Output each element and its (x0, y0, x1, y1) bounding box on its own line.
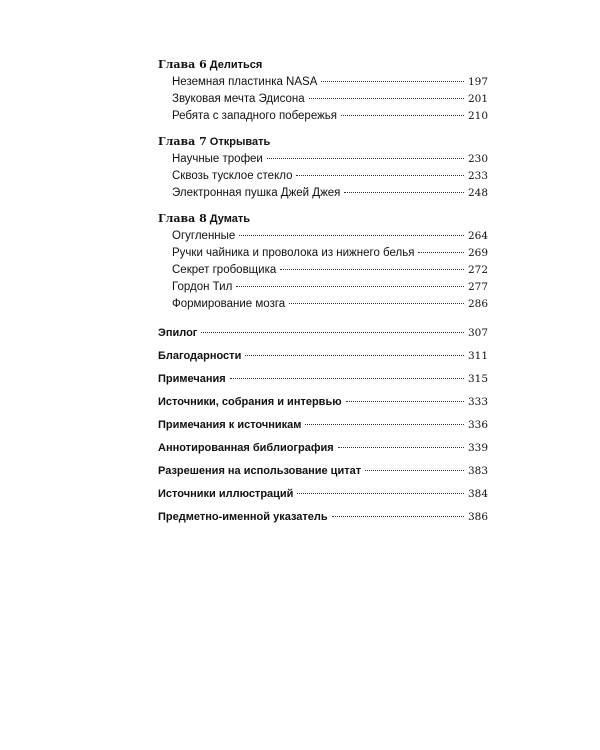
toc-entry-title: Эпилог (158, 327, 198, 339)
toc-entry-title: Сквозь тусклое стекло (172, 170, 293, 182)
toc-entry[interactable] (158, 245, 488, 262)
toc-entry-page: 277 (467, 281, 488, 293)
chapter-title: Открывать (209, 136, 271, 148)
toc-entry-title: Благодарности (158, 350, 242, 362)
toc-entry-title: Звуковая мечта Эдисона (172, 93, 305, 105)
toc-entry-page: 264 (467, 230, 488, 242)
leader-dots (341, 115, 464, 116)
toc-entry-source-notes[interactable] (158, 414, 488, 437)
toc-entry-title: Примечания (158, 373, 226, 385)
leader-dots (296, 175, 463, 176)
leader-dots (230, 378, 464, 379)
toc-entry-notes[interactable] (158, 368, 488, 391)
chapter-7 (158, 134, 488, 202)
chapter-heading (158, 211, 488, 226)
toc-entry-title: Ручки чайника и проволока из нижнего белья (172, 247, 415, 259)
leader-dots (236, 286, 464, 287)
toc-entry-title: Аннотированная библиография (158, 442, 334, 454)
toc-entry-page: 210 (467, 110, 488, 122)
toc-entry-page: 315 (467, 373, 488, 385)
leader-dots (305, 424, 464, 425)
toc-entry-page: 269 (467, 247, 488, 259)
back-matter (158, 322, 488, 529)
toc-entry-epilogue[interactable] (158, 322, 488, 345)
chapter-heading (158, 134, 488, 149)
toc-entry[interactable] (158, 74, 488, 91)
toc-entry-title: Гордон Тил (172, 281, 233, 293)
leader-dots (245, 355, 464, 356)
toc-entry-title: Предметно-именной указатель (158, 511, 328, 523)
toc-entry[interactable] (158, 279, 488, 296)
leader-dots (289, 303, 464, 304)
chapter-title: Думать (209, 213, 250, 225)
toc-entry-page: 386 (467, 511, 488, 523)
toc-entry-title: Источники иллюстраций (158, 488, 294, 500)
chapter-6 (158, 57, 488, 125)
toc-entry-page: 384 (467, 488, 488, 500)
table-of-contents (158, 57, 488, 529)
toc-entry-sources[interactable] (158, 391, 488, 414)
toc-entry[interactable] (158, 296, 488, 313)
toc-entry-page: 307 (467, 327, 488, 339)
leader-dots (365, 470, 464, 471)
toc-entry[interactable] (158, 185, 488, 202)
toc-entry-title: Примечания к источникам (158, 419, 302, 431)
toc-entry-page: 383 (467, 465, 488, 477)
toc-entry-page: 230 (467, 153, 488, 165)
toc-entry[interactable] (158, 168, 488, 185)
toc-entry-title: Неземная пластинка NASA (172, 76, 318, 88)
toc-entry-page: 339 (467, 442, 488, 454)
toc-entry-title: Ребята с западного побережья (172, 110, 337, 122)
leader-dots (201, 332, 464, 333)
toc-entry[interactable] (158, 151, 488, 168)
toc-entry-page: 201 (467, 93, 488, 105)
leader-dots (321, 81, 464, 82)
leader-dots (332, 516, 464, 517)
toc-entry-page: 272 (467, 264, 488, 276)
toc-entry[interactable] (158, 91, 488, 108)
chapter-title: Делиться (209, 59, 263, 71)
toc-entry-bibliography[interactable] (158, 437, 488, 460)
toc-entry[interactable] (158, 228, 488, 245)
toc-entry-page: 336 (467, 419, 488, 431)
leader-dots (267, 158, 464, 159)
toc-entry-acknowledgements[interactable] (158, 345, 488, 368)
toc-entry-permissions[interactable] (158, 460, 488, 483)
leader-dots (344, 192, 464, 193)
toc-entry-title: Секрет гробовщика (172, 264, 277, 276)
chapter-label: Глава 8 (158, 212, 207, 225)
leader-dots (346, 401, 464, 402)
toc-entry-page: 286 (467, 298, 488, 310)
toc-entry-page: 333 (467, 396, 488, 408)
toc-entry-page: 197 (467, 76, 488, 88)
toc-entry-page: 248 (467, 187, 488, 199)
toc-entry-title: Формирование мозга (172, 298, 286, 310)
leader-dots (239, 235, 464, 236)
toc-entry-title: Огугленные (172, 230, 236, 242)
toc-entry[interactable] (158, 262, 488, 279)
toc-entry-page: 311 (467, 350, 488, 362)
leader-dots (418, 252, 464, 253)
toc-entry-page: 233 (467, 170, 488, 182)
toc-entry-title: Научные трофеи (172, 153, 263, 165)
chapter-8 (158, 211, 488, 313)
leader-dots (338, 447, 464, 448)
toc-entry-title: Источники, собрания и интервью (158, 396, 342, 408)
leader-dots (309, 98, 464, 99)
chapter-label: Глава 7 (158, 135, 207, 148)
chapter-heading (158, 57, 488, 72)
toc-entry[interactable] (158, 108, 488, 125)
toc-entry-title: Разрешения на использование цитат (158, 465, 362, 477)
toc-entry-title: Электронная пушка Джей Джея (172, 187, 341, 199)
leader-dots (280, 269, 464, 270)
chapter-label: Глава 6 (158, 58, 207, 71)
toc-entry-illustration-sources[interactable] (158, 483, 488, 506)
toc-entry-index[interactable] (158, 506, 488, 529)
leader-dots (297, 493, 464, 494)
